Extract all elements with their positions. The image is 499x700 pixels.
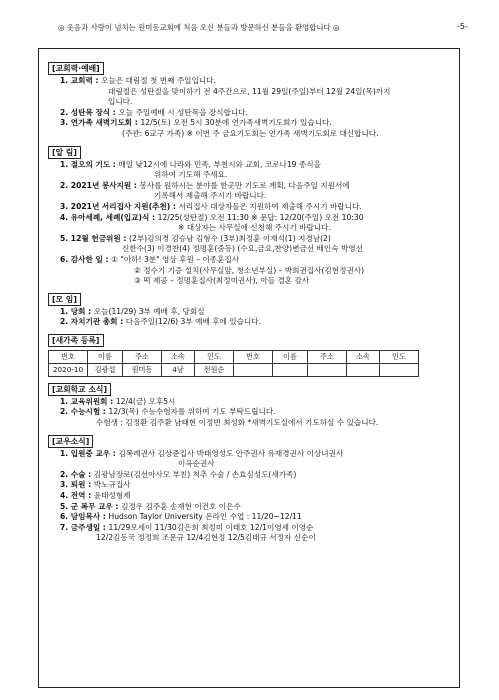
notice-item-4: 4. 유아세례, 세례(입교)식 : 12/25(성탄절) 오전 11:30 ※ 문답: 12/20(주일) 오전 10:30 [60,212,364,222]
school-item-2-detail: 수험생 : 김정환 김주환 남태현 이정빈 최성화 *새벽기도실에서 기도하실 수 있습니다. [96,418,379,428]
table-cell [380,363,419,376]
table-cell [234,363,273,376]
section-new-family [48,334,458,377]
table-header-row [49,350,419,363]
member-item-6: 6. 담임목사 : Hudson Taylor University 온라인 수업 : 11/20~12/11 [60,512,302,522]
notice-item-2: 2. 2021년 봉사지원 : 봉사를 원하시는 분야를 한곳만 기도로 계획, 다음주일 지원서에 [60,180,350,190]
table-cell: 2020-10 [49,363,88,376]
col-header: 이름 [88,350,123,363]
calendar-item-3: 3. 연가족 새벽기도회 : 12/5(토) 오전 5시 30분에 연가족새벽기도회가 있습니다. [60,118,332,128]
col-header: 번호 [49,350,88,363]
calendar-item-3-detail: (주관: 6교구 가족) ※ 이번 주 금요기도회는 연가족 새벽기도회로 대신합니다. [122,128,379,138]
col-header: 소속 [162,350,195,363]
member-item-1: 1. 입원중 교우 : 김복례권사 김상준집사 박태영성도 안주권사 유재경권사 이상녀권사 [60,448,344,458]
col-header: 인도 [380,350,419,363]
col-header: 인도 [195,350,234,363]
table-cell [308,363,347,376]
section-title: [교회력·예배] [48,62,104,75]
calendar-item-1: 1. 교회력 : 오늘은 대림절 첫 번째 주일입니다. [60,76,216,85]
notice-item-6: 6. 감사한 일 : ① "아하! 3분" 영상 후원 – 이종훈집사 [60,254,240,264]
notice-item-6-detail-3: ③ 떡 제공 – 정명훈집사(최정미권사), 아들 결혼 감사 [134,276,310,286]
table-cell: 4남 [162,363,195,376]
section-title: [새가족 등록] [48,334,104,347]
section-title: [교우소식] [48,435,93,448]
section-title: [모 임] [48,293,81,306]
table-cell: 김광섭 [88,363,123,376]
notice-item-2-detail: 기록해서 제출해 주시기 바랍니다. [154,191,267,201]
notice-item-5: 5. 12월 헌금위원 : (2부)김의경 김승남 김형수 (3부)최정훈 이재석(1) 지경남(2) [60,233,331,243]
section-title: [교회학교 소식] [48,383,111,396]
section-church-school [48,383,458,429]
notice-item-4-detail: ※ 대상자는 사무실에 신청해 주시기 바랍니다. [178,223,331,233]
school-item-1: 1. 교육위원회 : 12/4(금) 오후5시 [60,396,176,406]
table-cell [273,363,308,376]
new-family-table [48,350,419,377]
calendar-item-2: 2. 성탄목 장식 : 오늘 주일예배 시 성탄목을 장식합니다. [60,107,248,117]
col-header: 주소 [123,350,162,363]
meeting-item-1: 1. 당회 : 오늘(11/29) 3부 예배 후, 당회실 [60,306,205,316]
notice-item-6-detail-2: ② 정수기 기증 설치(사무실앞, 청소년부실) – 박희권집사(김현정권사) [134,265,365,275]
col-header: 소속 [347,350,380,363]
section-member-news [48,435,458,544]
section-meetings [48,293,458,328]
notice-item-1-detail: 위하여 기도해 주세요. [154,170,228,180]
member-item-7-detail: 12/2김동국 정정희 조문규 12/4김현정 12/5김태규 서정자 신순이 [96,533,316,543]
table-cell: 전원순 [195,363,234,376]
member-item-3: 3. 퇴원 : 박노규집사 [60,480,131,490]
bulletin-content [48,62,458,550]
col-header: 번호 [234,350,273,363]
meeting-item-2: 2. 자치기관 총회 : 다음주일(12/6) 3부 예배 후에 있습니다. [60,317,262,327]
page-header [0,20,499,34]
section-announcements [48,146,458,287]
notice-item-5-detail: 신한수(3) 이경찬(4) 정명훈(중등) (수요,금요,찬양)변금선 배인숙 박영선 [122,244,363,254]
table-cell: 원미동 [123,363,162,376]
col-header: 주소 [308,350,347,363]
member-item-4: 4. 전역 : 윤태성형제 [60,491,131,501]
page-number: -5- [457,22,468,31]
member-item-7: 7. 금주생일 : 11/29모세이 11/30김은희 최정미 이태호 12/1이영세 이영순 [60,522,314,532]
member-item-5: 5. 군 복무 교우 : 김정우 김주훈 송재현 이건호 이은수 [60,501,241,511]
col-header: 이름 [273,350,308,363]
school-item-2: 2. 수능시험 : 12/3(목) 수능수험자를 위하여 기도 부탁드립니다. [60,407,276,417]
notice-item-1: 1. 절오의 기도 : 매일 낮12시에 나라와 민족, 부천시와 교회, 코로나19 종식을 [60,159,321,169]
member-item-2: 2. 수술 : 김광남장로(김선아사모 부친) 척추 수술 / 손효심성도(새가족) [60,469,297,479]
table-cell [347,363,380,376]
header-welcome-text: ◎ 웃음과 사랑이 넘치는 원미동교회에 처음 오신 분들과 방문하신 분들을 환영합니다 ◎ [58,23,340,32]
member-item-1-detail: 이옥순권사 [178,459,215,469]
calendar-item-1-detail: 대림절은 성탄절을 맞이하기 전 4주간으로, 11월 29일(주일)부터 12월 24일(목)까지 [108,86,391,96]
calendar-item-1-detail-2: 입니다. [108,97,133,107]
section-church-calendar [48,62,458,140]
table-row [49,363,419,376]
notice-item-3: 3. 2021년 서리집사 지원(추천) : 서리집사 대상자들은 지원하여 제출해 주시기 바랍니다. [60,201,362,211]
section-title: [알 림] [48,146,81,159]
